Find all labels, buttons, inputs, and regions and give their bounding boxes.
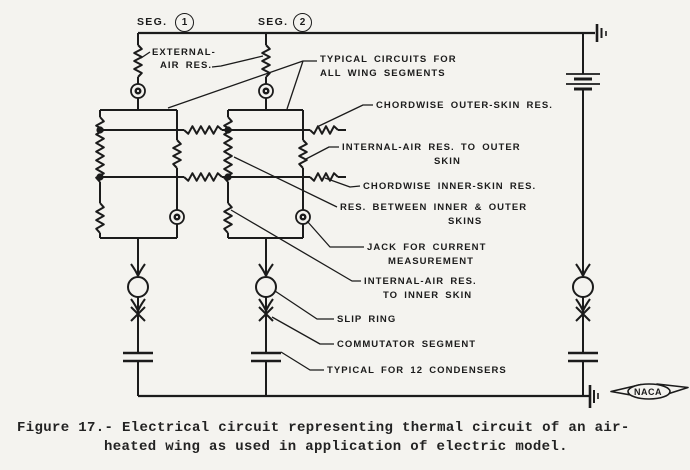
seg2-number-badge: 2 [293, 13, 312, 32]
ground-icon-bottom-right [590, 385, 598, 408]
supply-branch [566, 33, 600, 260]
battery-icon [566, 74, 600, 89]
label-slip-ring: SLIP RING [337, 314, 397, 325]
label-external-air-res-line2: AIR RES. [160, 60, 213, 71]
segment2-output-chain [251, 258, 281, 396]
junction-dot [97, 127, 102, 132]
junction-dot [97, 174, 102, 179]
leader-res-between-skins [234, 157, 337, 207]
supply-output-chain [568, 258, 598, 396]
chordwise-inner-skin-resistor-right [310, 173, 338, 181]
label-res-between-skins-line2: SKINS [448, 216, 483, 227]
chordwise-resistors [177, 126, 346, 181]
label-internal-air-res-outer-line2: SKIN [434, 156, 461, 167]
figure-caption-line2: heated wing as used in application of electric model. [104, 439, 568, 455]
leader-chordwise-inner [325, 178, 360, 187]
label-internal-air-res-inner-line2: TO INNER SKIN [383, 290, 473, 301]
leader-slip-ring [275, 291, 334, 319]
label-commutator-segment: COMMUTATOR SEGMENT [337, 339, 477, 350]
internal-air-outer-skin-resistor-seg2 [299, 140, 307, 168]
seg1-number-badge: 1 [175, 13, 194, 32]
label-internal-air-res-inner-line1: INTERNAL-AIR RES. [364, 276, 477, 287]
leader-jack [307, 221, 364, 247]
seg1-label: SEG. [137, 16, 168, 28]
label-chordwise-outer-skin-res: CHORDWISE OUTER-SKIN RES. [376, 100, 553, 111]
leader-chordwise-outer [319, 105, 373, 126]
label-res-between-skins-line1: RES. BETWEEN INNER & OUTER [340, 202, 528, 213]
internal-air-inner-skin-resistor-seg1 [96, 203, 104, 233]
current-jack-icon-seg2-top [259, 84, 273, 98]
ground-icon-top-right [597, 24, 606, 42]
label-internal-air-res-outer-line1: INTERNAL-AIR RES. TO OUTER [342, 142, 521, 153]
label-chordwise-inner-skin-res: CHORDWISE INNER-SKIN RES. [363, 181, 537, 192]
seg2-label: SEG. [258, 16, 289, 28]
label-jack-line2: MEASUREMENT [388, 256, 474, 267]
label-external-air-res-line1: EXTERNAL- [152, 47, 216, 58]
current-jack-icon-seg1-top [131, 84, 145, 98]
leader-commutator [272, 317, 334, 344]
external-air-resistor-seg2 [262, 45, 270, 77]
leader-external-air-left [141, 52, 150, 58]
label-typical-circuits-line2: ALL WING SEGMENTS [320, 68, 446, 79]
current-jack-icon-seg1-side [170, 210, 184, 224]
figure-caption-line1: Figure 17.- Electrical circuit representing thermal circuit of an air- [17, 420, 630, 436]
internal-air-outer-skin-resistor-seg1 [173, 140, 181, 168]
segment2-circuit [224, 33, 307, 260]
leader-internal-air-outer [306, 147, 339, 159]
chordwise-outer-skin-resistor [184, 126, 222, 134]
naca-logo-text: NACA [634, 387, 662, 397]
leader-condensers [281, 352, 324, 370]
label-condensers: TYPICAL FOR 12 CONDENSERS [327, 365, 507, 376]
leader-external-air-right [212, 56, 263, 67]
internal-air-inner-skin-resistor-seg2 [224, 203, 232, 233]
segment1-output-chain [123, 258, 153, 396]
label-typical-circuits-line1: TYPICAL CIRCUITS FOR [320, 54, 457, 65]
external-air-resistor-seg1 [134, 45, 142, 77]
chordwise-inner-skin-resistor [184, 173, 222, 181]
label-jack-line1: JACK FOR CURRENT [367, 242, 487, 253]
chordwise-outer-skin-resistor-right [310, 126, 338, 134]
